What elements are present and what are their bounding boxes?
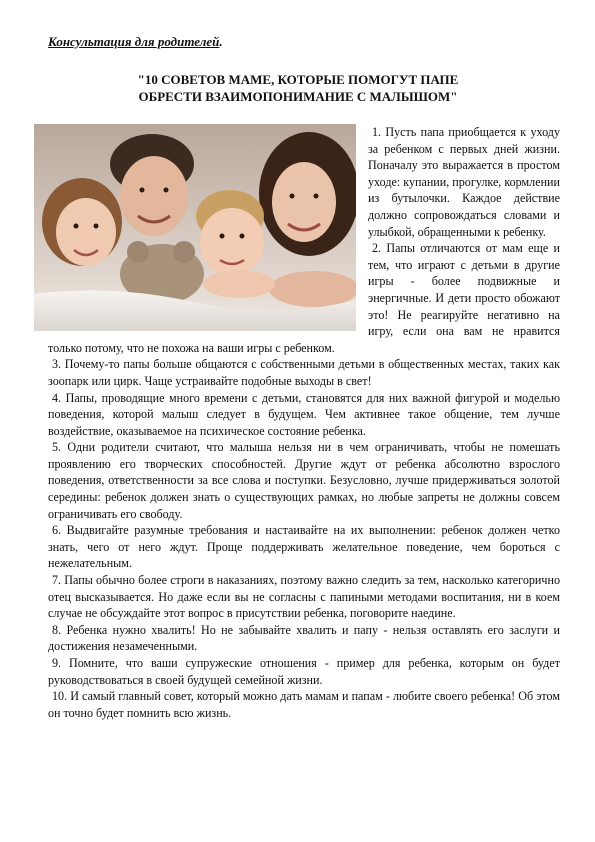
- document-title-line-1: "10 СОВЕТОВ МАМЕ, КОТОРЫЕ ПОМОГУТ ПАПЕ: [137, 72, 459, 87]
- family-photo-illustration: [34, 124, 356, 331]
- family-photo: [34, 124, 356, 331]
- document-title-line-2: ОБРЕСТИ ВЗАИМОПОНИМАНИЕ С МАЛЫШОМ": [138, 89, 458, 104]
- tip-1: 1. Пусть папа приобщается к уходу за ребенком с первых дней жизни. Поначалу это выражается в простом уходе: купании, прогулке, кормлении из бутылочки. Каждое действие должно сопровождаться словами и улыбкой, обращенными к ребенку.: [368, 125, 560, 239]
- tip-2: 2. Папы отличаются от мам еще и тем, что играют с детьми в другие игры - более подвижные и энергичные. И дети просто обожают это! Не реагируйте негативно на игру, если она вам не нравится только потому, что не похожа на ваши игры с ребенком.: [48, 241, 560, 355]
- tips-body: [48, 124, 560, 721]
- tip-3: 3. Почему-то папы больше общаются с собственными детьми в общественных местах, таких как зоопарк или цирк. Чаще устраивайте подобные выходы в свет!: [48, 357, 560, 388]
- tip-5: 5. Одни родители считают, что малыша нельзя ни в чем ограничивать, чтобы не помешать проявлению его творческих способностей. Другие ждут от ребенка абсолютно взрослого поведения, ответственности за все слова и поступки. Безусловно, лучше придерживаться золотой середины: ребенок должен знать о существующих рамках, но любые запреты не должны совсем ограничивать его свободу.: [48, 440, 560, 521]
- consultation-label-text: Консультация для родителей: [48, 34, 220, 49]
- tip-10: 10. И самый главный совет, который можно дать мамам и папам - любите своего ребенка! Об этом он точно будет помнить всю жизнь.: [48, 689, 560, 720]
- document-title: [48, 71, 548, 105]
- tip-6: 6. Выдвигайте разумные требования и настаивайте на их выполнении: ребенок должен четко знать, чего от него ждут. Проще поддерживать желательное поведение, чем бороться с нежелательным.: [48, 523, 560, 571]
- tip-9: 9. Помните, что ваши супружеские отношения - пример для ребенка, которым он будет руководствоваться в своей будущей семейной жизни.: [48, 656, 560, 687]
- consultation-label: [48, 34, 223, 50]
- tip-7: 7. Папы обычно более строги в наказаниях, поэтому важно следить за тем, насколько категорично отец высказывается. Но даже если вы не согласны с папиными методами воспитания, ни в коем случае не обсуждайте этот вопрос в присутствии ребенка, поговорите наедине.: [48, 573, 560, 621]
- tip-8: 8. Ребенка нужно хвалить! Но не забывайте хвалить и папу - нельзя оставлять его заслуги и достижения незамеченными.: [48, 622, 560, 654]
- consultation-label-period: .: [219, 34, 223, 49]
- tip-4: 4. Папы, проводящие много времени с детьми, становятся для них важной фигурой и моделью поведения, которой малыш следует в будущем. Чем активнее такое общение, тем лучше воздействие, оказываемое на психическое состояние ребенка.: [48, 390, 560, 438]
